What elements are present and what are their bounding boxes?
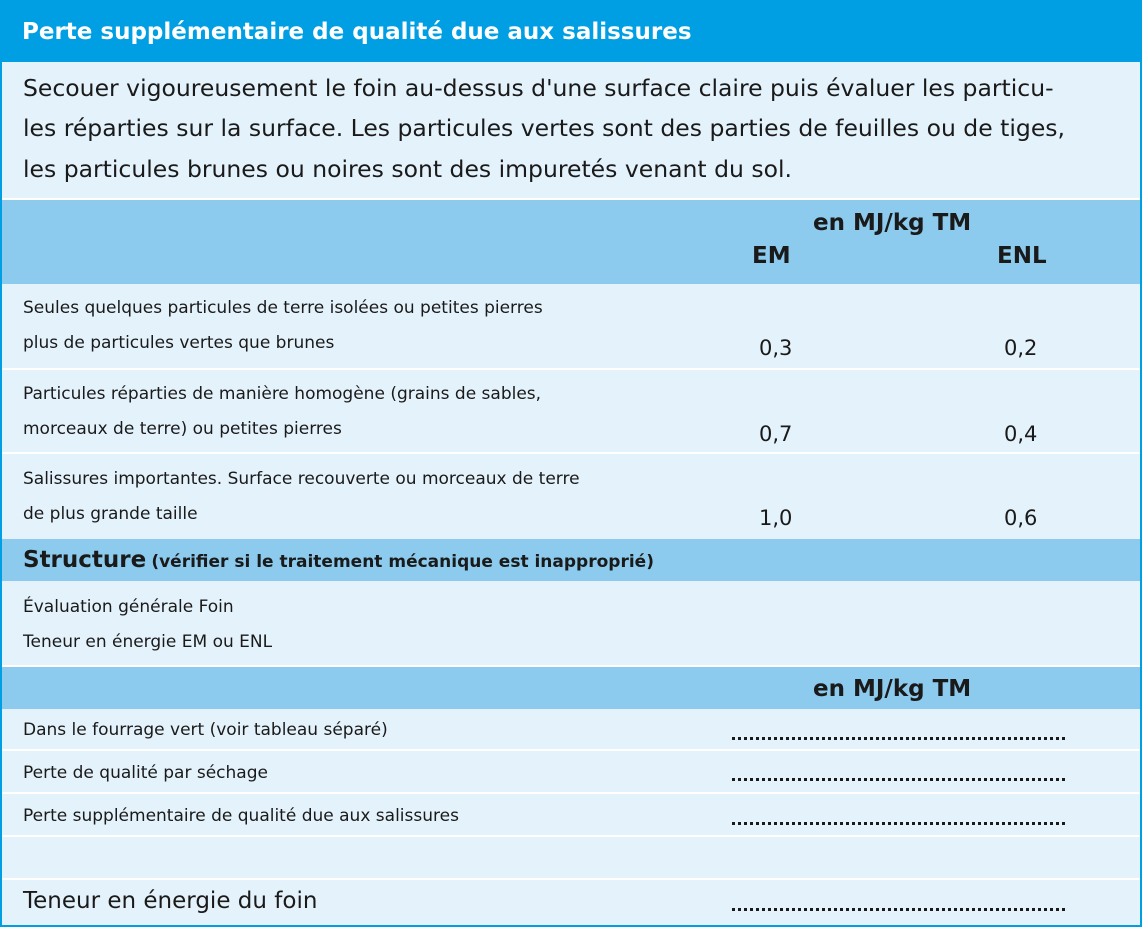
table2-header [2,667,1140,709]
table-row [2,751,1140,794]
intro-block [2,62,1140,200]
intro-line-1: Secouer vigoureusement le foin au-dessus d'une surface claire puis évaluer les particu- [23,74,1054,102]
em-value: 1,0 [759,506,793,530]
panel-title-bar [2,2,1140,62]
fill-in-blank[interactable] [732,778,1065,781]
fill-in-blank[interactable] [732,908,1065,911]
row-description-line-2: de plus grande taille [23,504,198,524]
summary-row-label: Perte supplémentaire de qualité due aux salissures [23,806,459,826]
table-row [2,454,1140,538]
table2-unit: en MJ/kg TM [813,676,972,702]
structure-heading [23,547,654,573]
structure-header [2,539,1140,581]
panel-title: Perte supplémentaire de qualité due aux salissures [22,19,692,45]
row-description-line-2: morceaux de terre) ou petites pierres [23,419,342,439]
table1-header [2,200,1140,284]
row-description-line-1: Seules quelques particules de terre isolées ou petites pierres [23,298,543,318]
intro-line-2: les réparties sur la surface. Les particules vertes sont des parties de feuilles ou de tiges, [23,114,1065,142]
table-row [2,284,1140,370]
empty-row [2,837,1140,880]
column-header-em: EM [752,243,791,269]
fill-in-blank[interactable] [732,822,1065,825]
column-header-enl: ENL [997,243,1047,269]
table1-unit: en MJ/kg TM [813,210,972,236]
enl-value: 0,6 [1004,506,1038,530]
structure-body [2,581,1140,667]
final-energy-label: Teneur en énergie du foin [23,888,318,914]
structure-line-2: Teneur en énergie EM ou ENL [23,632,273,652]
row-description-line-1: Salissures importantes. Surface recouverte ou morceaux de terre [23,469,580,489]
table-row [2,794,1140,837]
enl-value: 0,2 [1004,336,1038,360]
summary-row-label: Perte de qualité par séchage [23,763,268,783]
em-value: 0,3 [759,336,793,360]
table-row [2,709,1140,751]
em-value: 0,7 [759,422,793,446]
structure-line-1: Évaluation générale Foin [23,597,234,617]
intro-line-3: les particules brunes ou noires sont des impuretés venant du sol. [23,155,792,183]
final-row [2,880,1140,925]
fill-in-blank[interactable] [732,737,1065,740]
summary-row-label: Dans le fourrage vert (voir tableau séparé) [23,720,388,740]
row-description-line-2: plus de particules vertes que brunes [23,333,335,353]
table-row [2,370,1140,454]
row-description-line-1: Particules réparties de manière homogène (grains de sables, [23,384,542,404]
structure-title: Structure [23,547,147,573]
enl-value: 0,4 [1004,422,1038,446]
structure-note: (vérifier si le traitement mécanique est inapproprié) [151,552,654,572]
